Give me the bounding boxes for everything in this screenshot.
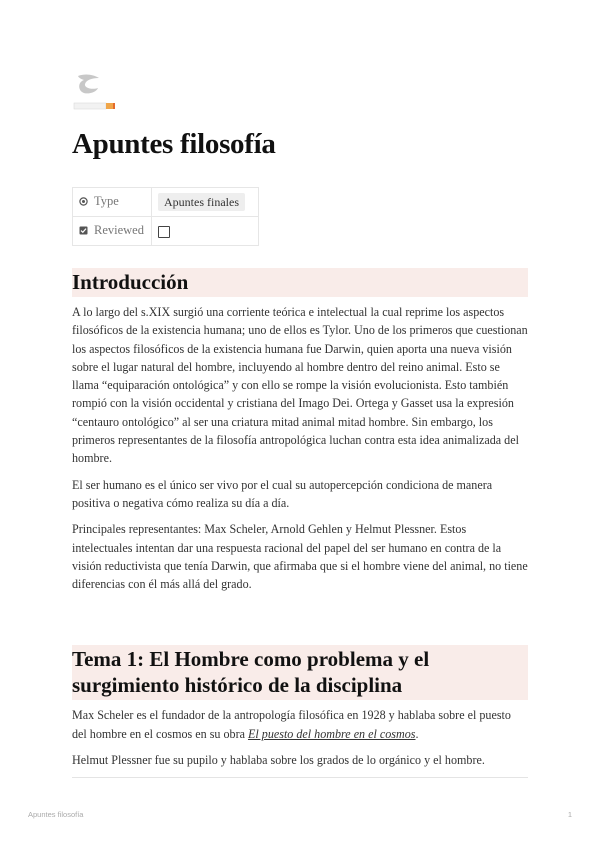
paragraph: Principales representantes: Max Scheler, Arnold Gehlen y Helmut Plessner. Estos intelectuales intentan dar una respuesta racional del papel del ser humano en contra de la visión reductivista que tenía Darwin, que afirmaba que si el hombre viene del animal, no tiene diferencias con él más allá del grado.: [72, 522, 528, 592]
section-heading-introduccion: Introducción: [72, 268, 528, 297]
property-label: Type: [94, 194, 119, 209]
paragraph: A lo largo del s.XIX surgió una corriente teórica e intelectual la cual reprime los aspectos filosóficos de la existencia humana; uno de ellos es Tylor. Uno de los primeros que cuestionan los aspectos filosóficos de la existencia humana fue Darwin, quien aporta una nueva visión sobre el lugar natural del hombre, incluyendo al hombre dentro del reino animal. Esto se llama “equiparación ontológica” y con ello se rompe la visión evolucionista. Esto también rompió con la visión occidental y cristiana del Imago Dei. Ortega y Gasset usa la expresión “centauro ontológico” al ser una criatura mitad animal mitad hombre. Sin embargo, los primeros representantes de la filosofía antropológica luchan contra esta idea animalizada del hombre.: [72, 305, 528, 466]
property-value-cell[interactable]: [152, 188, 259, 217]
paragraph-text: .: [415, 726, 419, 741]
footer-page-number: 1: [567, 810, 572, 819]
reviewed-checkbox[interactable]: [158, 226, 170, 238]
cigarette-smoke-icon: [72, 72, 116, 114]
paragraph: El ser humano es el único ser vivo por el cual su autopercepción condiciona de manera positiva o negativa cómo realiza su día a día.: [72, 477, 493, 510]
property-value-cell[interactable]: [152, 217, 259, 246]
status-select-icon: [79, 195, 88, 210]
footer-title: Apuntes filosofía: [28, 810, 84, 819]
document-page: [72, 72, 528, 778]
divider: [72, 777, 528, 778]
property-label-cell: [73, 188, 152, 217]
property-row-reviewed: [73, 217, 259, 246]
section-heading-tema-1: Tema 1: El Hombre como problema y el surgimiento histórico de la disciplina: [72, 645, 528, 700]
paragraph: [72, 706, 528, 743]
property-label-cell: [73, 217, 152, 246]
paragraph: Helmut Plessner fue su pupilo y hablaba sobre los grados de lo orgánico y el hombre.: [72, 753, 485, 768]
paragraph-text: Max Scheler es el fundador de la antropología filosófica en 1928 y hablaba sobre el puesto del hombre en el cosmos en su obra: [72, 708, 511, 741]
checkbox-property-icon: [79, 224, 88, 239]
properties-table: [72, 187, 259, 246]
type-tag[interactable]: Apuntes finales: [158, 193, 245, 211]
property-row-type: [73, 188, 259, 217]
book-title-link[interactable]: El puesto del hombre en el cosmos: [248, 726, 416, 741]
property-label: Reviewed: [94, 223, 144, 238]
page-title: Apuntes filosofía: [72, 128, 276, 160]
